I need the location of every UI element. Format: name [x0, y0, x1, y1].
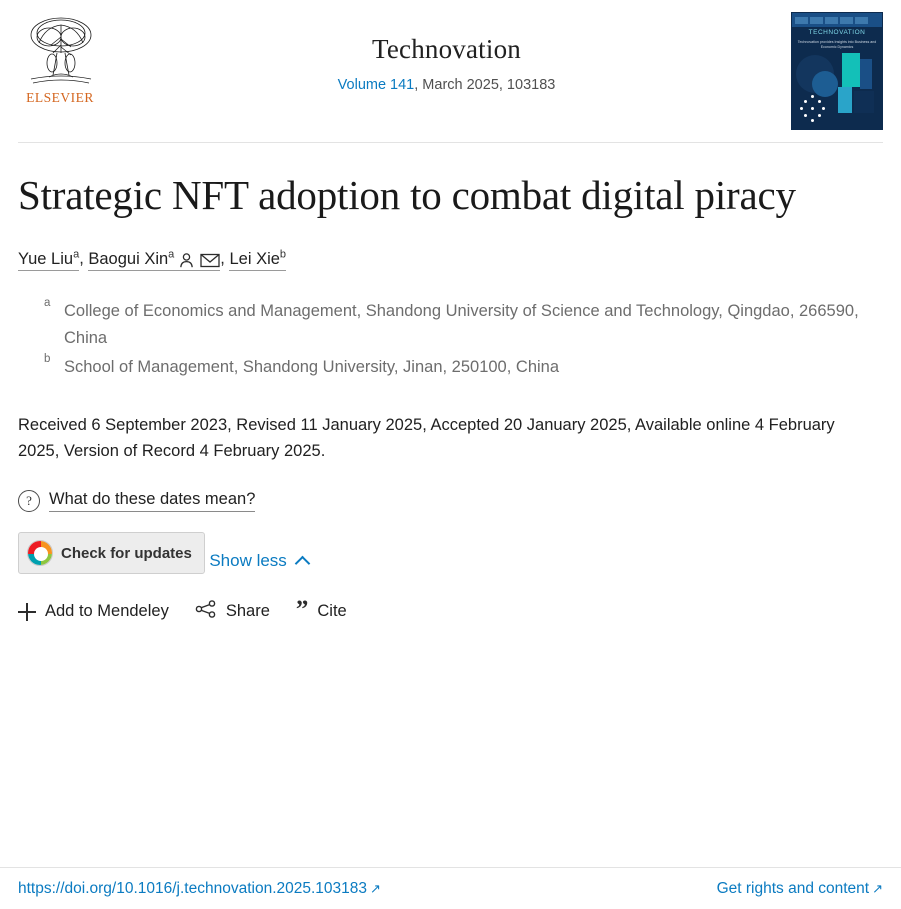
article-dates: Received 6 September 2023, Revised 11 January 2025, Accepted 20 January 2025, Available online 4 February 2025, Version of Record 4 February 2025.: [18, 415, 835, 461]
show-less-label: Show less: [209, 551, 287, 571]
author-1-affiliation-marker: a: [73, 248, 80, 261]
author-separator-2: ,: [220, 249, 230, 268]
journal-title[interactable]: Technovation: [372, 34, 521, 64]
author-2[interactable]: [88, 250, 220, 271]
dates-help-label[interactable]: What do these dates mean?: [49, 490, 255, 512]
author-3-affiliation-marker: b: [279, 248, 287, 261]
journal-volume-link[interactable]: Volume 141: [337, 77, 415, 93]
elsevier-tree-icon: [18, 12, 102, 88]
affiliation-text-a: College of Economics and Management, Shandong University of Science and Technology, Qingdao, 266590, China: [64, 301, 859, 348]
question-mark-icon: ?: [18, 490, 40, 512]
share-icon: [195, 600, 217, 623]
cover-artwork: [792, 53, 882, 129]
cover-journal-subtitle: Technovation provides Insights into Business and Economic Dynamics: [797, 40, 877, 50]
journal-issue-rest: , March 2025, 103183: [414, 77, 556, 93]
show-less-toggle[interactable]: [209, 551, 307, 571]
add-to-mendeley-button[interactable]: [18, 602, 169, 621]
cover-journal-label: TECHNOVATION: [808, 29, 866, 36]
external-link-icon: ↗: [370, 880, 381, 896]
get-rights-and-content-link[interactable]: [717, 880, 883, 898]
article-actions: [18, 595, 883, 623]
person-icon: [178, 252, 195, 269]
affiliation-marker-a: a: [44, 296, 51, 309]
journal-header: [18, 0, 883, 142]
chevron-up-icon: [295, 556, 311, 572]
cover-dot-pattern: [800, 95, 826, 121]
page-title: Strategic NFT adoption to combat digital piracy: [18, 172, 796, 218]
author-2-icons[interactable]: [178, 249, 220, 272]
cover-top-bar: [792, 13, 882, 27]
cite-label: Cite: [317, 602, 347, 621]
affiliation-row-b: [44, 353, 883, 381]
author-3-name: Lei Xie: [229, 249, 280, 268]
plus-icon: [18, 603, 36, 621]
envelope-icon: [200, 253, 220, 268]
journal-info: [102, 12, 791, 93]
rights-label: Get rights and content: [716, 879, 870, 897]
doi-link[interactable]: [18, 880, 381, 898]
check-for-updates-button[interactable]: [18, 532, 205, 574]
doi-text: https://doi.org/10.1016/j.technovation.2025.103183: [18, 879, 368, 897]
elsevier-wordmark: ELSEVIER: [26, 90, 94, 105]
affiliation-row-a: [44, 296, 883, 352]
external-link-icon-2: ↗: [872, 880, 883, 896]
dates-help[interactable]: [18, 490, 883, 512]
author-1[interactable]: [18, 250, 79, 271]
affiliation-list: [18, 298, 883, 382]
share-label: Share: [225, 602, 270, 621]
crossmark-icon: [27, 540, 53, 566]
affiliation-text-b: School of Management, Shandong University, Jinan, 250100, China: [64, 358, 560, 377]
quote-icon: ”: [295, 595, 309, 623]
header-divider: [18, 142, 883, 143]
author-separator-1: ,: [79, 249, 89, 268]
journal-issue: [102, 77, 791, 93]
author-3[interactable]: [229, 250, 286, 271]
add-to-mendeley-label: Add to Mendeley: [45, 602, 169, 621]
journal-cover-thumbnail[interactable]: [791, 12, 883, 130]
affiliation-marker-b: b: [44, 353, 51, 366]
author-1-name: Yue Liu: [18, 249, 74, 268]
author-2-affiliation-marker: a: [168, 248, 175, 261]
check-for-updates-label: Check for updates: [61, 544, 192, 562]
author-2-name: Baogui Xin: [88, 249, 169, 268]
author-list: [18, 247, 883, 272]
cite-button[interactable]: [295, 595, 347, 623]
article-footer: [0, 867, 901, 909]
share-button[interactable]: [195, 600, 270, 623]
elsevier-logo[interactable]: [18, 12, 102, 106]
